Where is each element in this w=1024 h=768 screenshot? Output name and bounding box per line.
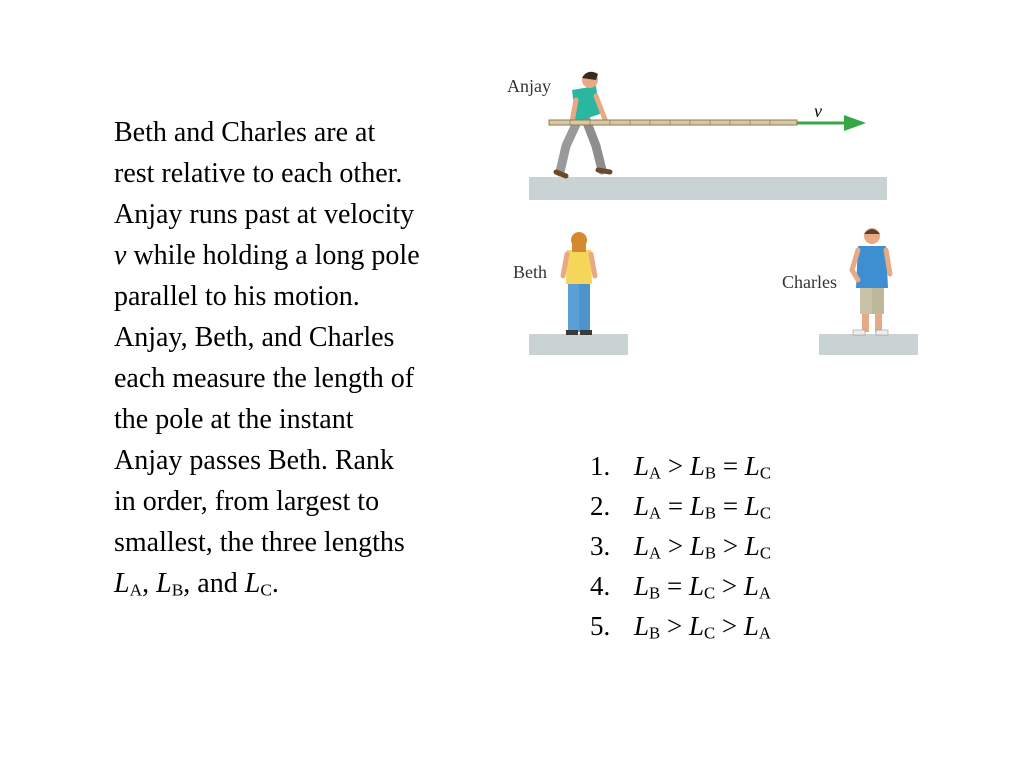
choice-1[interactable]: 1. $L_A > L_B = L_C$ (590, 451, 771, 483)
question-lengths-line: $L_A$, $L_B$, and $L_C$. (114, 568, 279, 600)
length-symbol: L (244, 568, 261, 599)
question-line: Anjay runs past at velocity (114, 199, 415, 230)
question-line: the pole at the instant (114, 404, 354, 435)
velocity-variable: v (114, 240, 127, 271)
choice-4[interactable]: 4. $L_B = L_C > L_A$ (590, 571, 771, 603)
question-line-rest: while holding a long pole (126, 240, 420, 271)
anjay-ground (529, 177, 887, 200)
anjay-label: Anjay (507, 76, 551, 96)
length-symbol: L (156, 568, 172, 599)
charles-figure (852, 228, 890, 335)
question-line: in order, from largest to (114, 486, 380, 517)
beth-label: Beth (513, 262, 547, 282)
question-line: rest relative to each other. (114, 158, 403, 189)
velocity-arrow-icon (797, 115, 866, 131)
beth-figure (563, 232, 595, 335)
answer-choices (590, 446, 771, 646)
choice-5[interactable]: 5. $L_B > L_C > L_A$ (590, 611, 771, 643)
choice-3[interactable]: 3. $L_A > L_B > L_C$ (590, 531, 771, 563)
question-line: each measure the length of (114, 363, 415, 394)
question-line: Anjay passes Beth. Rank (114, 445, 394, 476)
charles-label: Charles (782, 272, 837, 292)
question-line: Beth and Charles are at (114, 117, 376, 148)
length-subscript-a: A (129, 580, 143, 600)
beth-ground (529, 334, 628, 355)
length-symbol: L (114, 568, 130, 599)
question-line: parallel to his motion. (114, 281, 360, 312)
question-line: Anjay, Beth, and Charles (114, 322, 395, 353)
choice-2[interactable]: 2. $L_A = L_B = L_C$ (590, 491, 771, 523)
length-subscript-c: C (260, 580, 272, 600)
question-line: smallest, the three lengths (114, 527, 405, 558)
length-subscript-b: B (171, 580, 184, 600)
velocity-label: v (814, 101, 822, 121)
charles-ground (819, 334, 918, 355)
pole (549, 120, 797, 125)
